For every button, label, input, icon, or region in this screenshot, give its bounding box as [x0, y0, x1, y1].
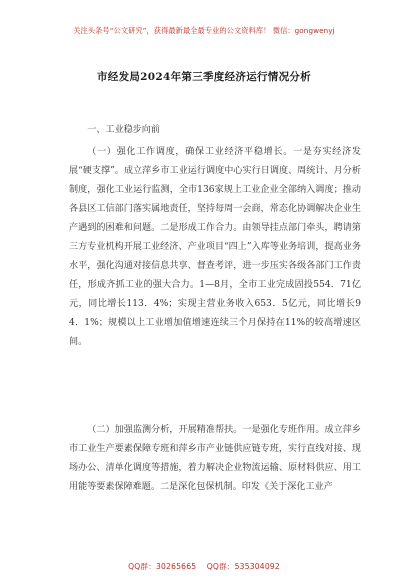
promo-banner: 关注头条号“公文研究”，获得最新最全最专业的公文资料库！ 微信：gongwenyj [73, 26, 335, 35]
paragraph-2: （二）加强监测分析，开展精准帮扶。一是强化专班作用。成立萍乡市工业生产要素保障专班和萍乡市产业链供应链专班，实行直线对接、现场办公、清单化调度等措施，着力解决企业物流运输、原材料供应、用工用能等要素保障难题。二是深化包保机制。印发《关于深化工业产 [69, 425, 361, 492]
section-heading: 一、工业稳步向前 [87, 125, 160, 135]
paragraph-1: （一）强化工作调度，确保工业经济平稳增长。一是夯实经济发展“硬支撑”。成立萍乡市工业运行调度中心实行日调度、周统计、月分析制度，强化工业运行监测，全市136家规上工业企业全部纳入调度；推动各县区工信部门落实属地责任，坚持每周一会商，常态化协调解决企业生产遇到的困难和问题。二是形成工作合力。由领导挂点部门牵头，聘请第三方专业机构开展工业经济、产业项目“四上”入库等业务培训，提高业务水平，强化沟通对接信息共享、督查考评，进一步压实各级各部门工作责任，形成齐抓工业的强大合力。1—8月，全市工业完成固投554．71亿元，同比增长113．4%；实现主营业务收入653．5亿元，同比增长94．1%；规模以上工业增加值增速连续三个月保持在11%的较高增速区间。 [69, 147, 361, 347]
document-title: 市经发局2024年第三季度经济运行情况分析 [96, 71, 312, 83]
contact-footer: QQ群：30265665 QQ群：535304092 [128, 562, 280, 571]
